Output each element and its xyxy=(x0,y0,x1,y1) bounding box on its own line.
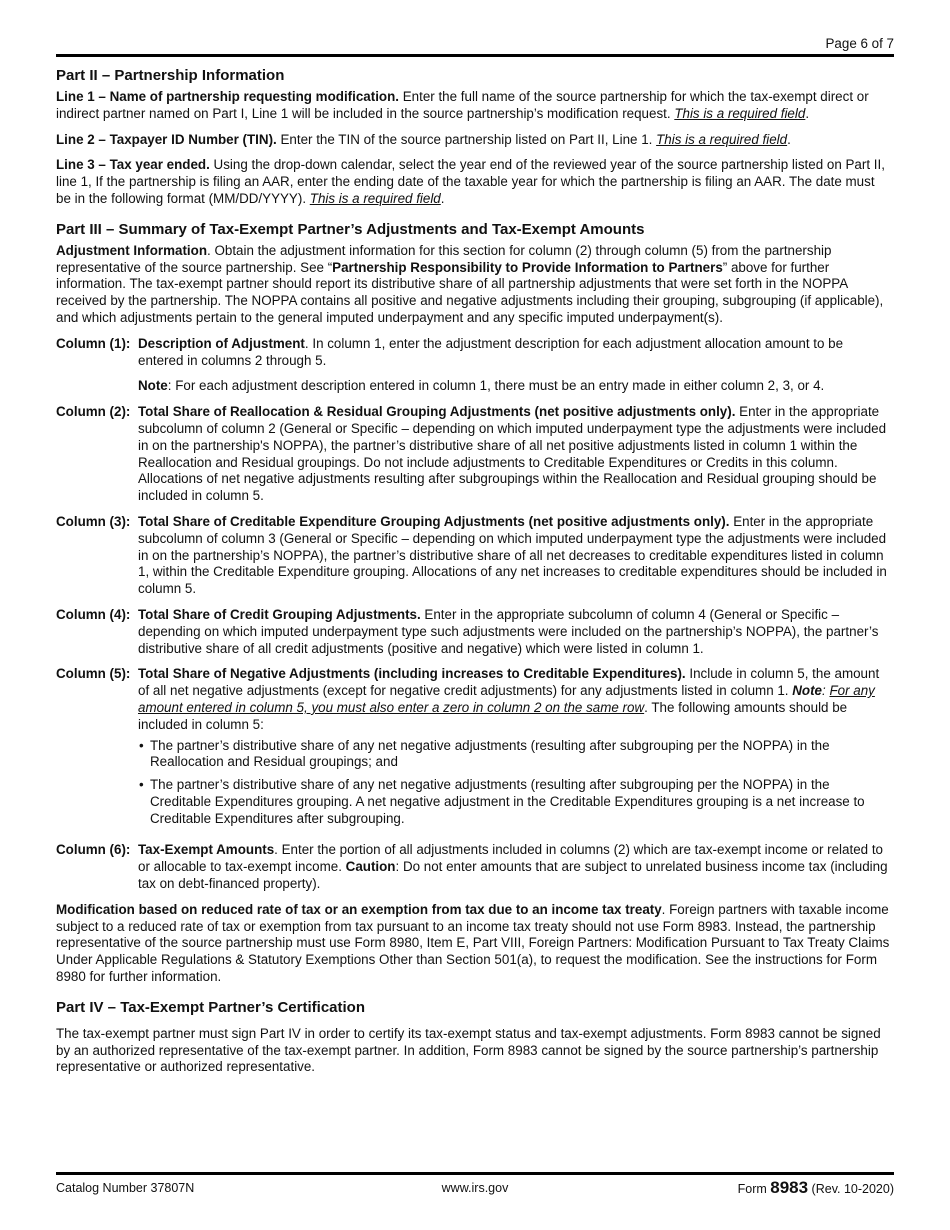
column-1-title: Description of Adjustment xyxy=(138,335,305,351)
line-2-paragraph: Line 2 – Taxpayer ID Number (TIN). Enter the TIN of the source partnership listed on Part II, Line 1. This is a required field. xyxy=(56,131,791,147)
column-2-entry xyxy=(56,404,892,505)
column-6-text-1: . Enter the portion of all adjustments included in columns (2) which are tax-exempt income or related to or allocable to tax-exempt income. xyxy=(138,842,883,875)
adjustment-info-label: Adjustment Information xyxy=(56,242,208,258)
part-3-title: Part III – Summary of Tax-Exempt Partner’s Adjustments and Tax-Exempt Amounts xyxy=(56,220,645,238)
column-1-note-text: : For each adjustment description entered in column 1, there must be an entry made in either column 2, 3, or 4. xyxy=(167,378,825,394)
column-1-label: Column (1): xyxy=(56,335,131,351)
column-5-body xyxy=(138,666,892,833)
column-5-bullet-list xyxy=(138,738,892,828)
column-5-note-colon: : xyxy=(822,683,830,699)
column-5-entry xyxy=(56,666,892,833)
part-4-title: Part IV – Tax-Exempt Partner’s Certification xyxy=(56,998,365,1016)
column-4-text: Enter in the appropriate subcolumn of column 4 (General or Specific – depending on which imputed underpayment type such adjustments were included on the partnership’s NOPPA), the partner’s distributive share of all credit adjustments (positive and negative) which were listed in column 1. xyxy=(138,606,879,656)
column-5-text-1: Include in column 5, the amount of all net negative adjustments (except for negative credit adjustments) for any adjustments listed in column 1. xyxy=(138,666,880,699)
column-4-entry xyxy=(56,607,892,657)
column-1-note xyxy=(138,378,892,395)
line-2-label: Line 2 – Taxpayer ID Number (TIN). xyxy=(56,131,277,147)
column-3-title: Total Share of Creditable Expenditure Grouping Adjustments (net positive adjustments only). xyxy=(138,513,730,529)
column-5-title: Total Share of Negative Adjustments (including increases to Creditable Expenditures). xyxy=(138,666,686,682)
line-2-required: This is a required field xyxy=(656,131,788,147)
column-5-note-text: For any amount entered in column 5, you must also enter a zero in column 2 on the same row xyxy=(138,683,875,715)
adjustment-info-text-1: . Obtain the adjustment information for this section for column (2) through column (5) from the partnership representative of the source partnership. See “ xyxy=(56,242,832,275)
column-1-text: . In column 1, enter the adjustment description for each adjustment allocation amount to be entered in columns 2 through 5. xyxy=(138,335,844,368)
column-4-label: Column (4): xyxy=(56,606,131,622)
column-4-body xyxy=(138,607,892,657)
column-3-text: Enter in the appropriate subcolumn of column 3 (General or Specific – depending on which imputed underpayment type the adjustments were included in on the partnership’s NOPPA), the partner’s distributive share of all net decreases to creditable expenditures listed in column 1, within the Creditable Expenditure grouping. Allocations of any net increases to creditable expenditures should be included in column 5. xyxy=(138,513,887,597)
line-1-text: Enter the full name of the source partnership for which the tax-exempt direct or indirect partner named on Part I, Line 1 will be included in the source partnership’s modification request. xyxy=(56,89,869,121)
part-2-section xyxy=(56,66,892,208)
form-prefix: Form xyxy=(737,1182,771,1196)
footer-rule xyxy=(56,1172,894,1175)
column-1-body xyxy=(138,336,892,370)
part-4-text: The tax-exempt partner must sign Part IV in order to certify its tax-exempt status and tax-exempt adjustments. Form 8983 cannot be signed by an authorized representative of the tax-exempt partner. In addition, Form 8983 cannot be signed by the source partnership’s partnership representative or authorized representative. xyxy=(56,1025,881,1075)
modification-label: Modification based on reduced rate of tax or an exemption from tax due to an income tax treaty xyxy=(56,901,662,917)
column-2-body xyxy=(138,404,892,505)
line-1-label: Line 1 – Name of partnership requesting modification. xyxy=(56,89,400,104)
document-body xyxy=(56,66,892,1085)
modification-text: . Foreign partners with taxable income subject to a reduced rate of tax or exemption from tax pursuant to an income tax treaty should not use Form 8983. Instead, the partnership representative of the source partnership must use Form 8980, Item E, Part VIII, Foreign Partners: Modification Pursuant to Tax Treaty Claims Under Applicable Regulations & Statutory Exemptions Other than Section 501(a), to request the modification. See the instructions for Form 8980 for further information. xyxy=(56,901,890,985)
header-rule xyxy=(56,54,894,57)
column-3-body xyxy=(138,514,892,598)
column-1-note-label: Note xyxy=(138,378,168,394)
modification-paragraph xyxy=(56,902,892,986)
column-5-bullet: • The partner’s distributive share of any net negative adjustments (resulting after subgrouping per the NOPPA) in the Creditable Expenditures grouping. A net negative adjustment in the Creditable Expenditures grouping is a net increase to Creditable Expenditures after subgrouping. xyxy=(138,777,892,827)
form-revision: (Rev. 10-2020) xyxy=(808,1182,894,1196)
part-3-section xyxy=(56,220,892,986)
form-number: 8983 xyxy=(770,1178,809,1197)
column-3-entry xyxy=(56,514,892,598)
column-3-label: Column (3): xyxy=(56,513,131,529)
column-5-bullet: • The partner’s distributive share of any net negative adjustments (resulting after subgrouping per the NOPPA) in the Reallocation and Residual groupings; and xyxy=(138,738,892,772)
column-4-title: Total Share of Credit Grouping Adjustments. xyxy=(138,606,421,622)
column-6-entry xyxy=(56,842,892,892)
column-1-entry xyxy=(56,336,892,370)
part-4-section xyxy=(56,998,892,1076)
adjustment-info-ref: Partnership Responsibility to Provide Information to Partners xyxy=(332,259,723,275)
line-1-paragraph: Line 1 – Name of partnership requesting modification. Enter the full name of the source partnership for which the tax-exempt direct or indirect partner named on Part I, Line 1 will be included in the source partnership’s modification request. This is a required field. xyxy=(56,89,869,121)
line-1-required: This is a required field xyxy=(674,105,806,121)
line-3-required: This is a required field xyxy=(309,190,441,206)
adjustment-info-paragraph xyxy=(56,243,892,327)
column-5-text-2: . The following amounts should be included in column 5: xyxy=(138,699,848,732)
column-6-title: Tax-Exempt Amounts xyxy=(138,842,275,858)
website-link[interactable]: www.irs.gov xyxy=(441,1181,509,1195)
column-5-note-label: Note xyxy=(792,683,823,699)
column-2-text: Enter in the appropriate subcolumn of column 2 (General or Specific – depending on which imputed underpayment type the adjustments were included in on the partnership's NOPPA), the partner’s distributive share of all net positive adjustments listed in column 1 within the Reallocation and Residual groupings. Do not include adjustments to Creditable Expenditures or Credits in this column. Allocations of net negative adjustments resulting after subgroupings within the Reallocation and Residual grouping should be included in column 5. xyxy=(138,404,887,504)
column-6-caution: Caution xyxy=(345,859,396,875)
part-2-title: Part II – Partnership Information xyxy=(56,67,285,84)
column-2-label: Column (2): xyxy=(56,404,131,420)
line-3-paragraph: Line 3 – Tax year ended. Using the drop-down calendar, select the year end of the reviewed year of the source partnership listed on Part II, line 1, If the partnership is filing an AAR, enter the ending date of the taxable year for which the partnership is filing an AAR. The date must be in the following format (MM/DD/YYYY). This is a required field. xyxy=(56,157,885,206)
column-2-title: Total Share of Reallocation & Residual Grouping Adjustments (net positive adjustments only). xyxy=(138,404,736,420)
line-2-text: Enter the TIN of the source partnership listed on Part II, Line 1. xyxy=(276,131,657,147)
column-5-label: Column (5): xyxy=(56,666,131,682)
line-3-text: Using the drop-down calendar, select the year end of the reviewed year of the source partnership listed on Part II, line 1, If the partnership is filing an AAR, enter the ending date of the taxable year for which the partnership is filing an AAR. The date must be in the following format (MM/DD/YYYY). xyxy=(56,157,885,206)
catalog-number: Catalog Number 37807N xyxy=(56,1181,195,1195)
page-number: Page 6 of 7 xyxy=(825,36,894,51)
column-6-body xyxy=(138,842,892,892)
column-6-label: Column (6): xyxy=(56,842,131,858)
form-id xyxy=(738,1180,894,1198)
line-3-label: Line 3 – Tax year ended. xyxy=(56,157,210,173)
column-6-text-2: : Do not enter amounts that are subject to unrelated business income tax (including tax on debt-financed property). xyxy=(138,859,888,892)
adjustment-info-text-2: ” above for further information. The tax-exempt partner should report its distributive share of all partnership adjustments that were set forth in the NOPPA received by the partnership. The NOPPA contains all positive and negative adjustments including their grouping, subgrouping (if applicable), and which adjustments pertain to the general imputed underpayment and any specific imputed underpayment(s). xyxy=(56,259,884,325)
